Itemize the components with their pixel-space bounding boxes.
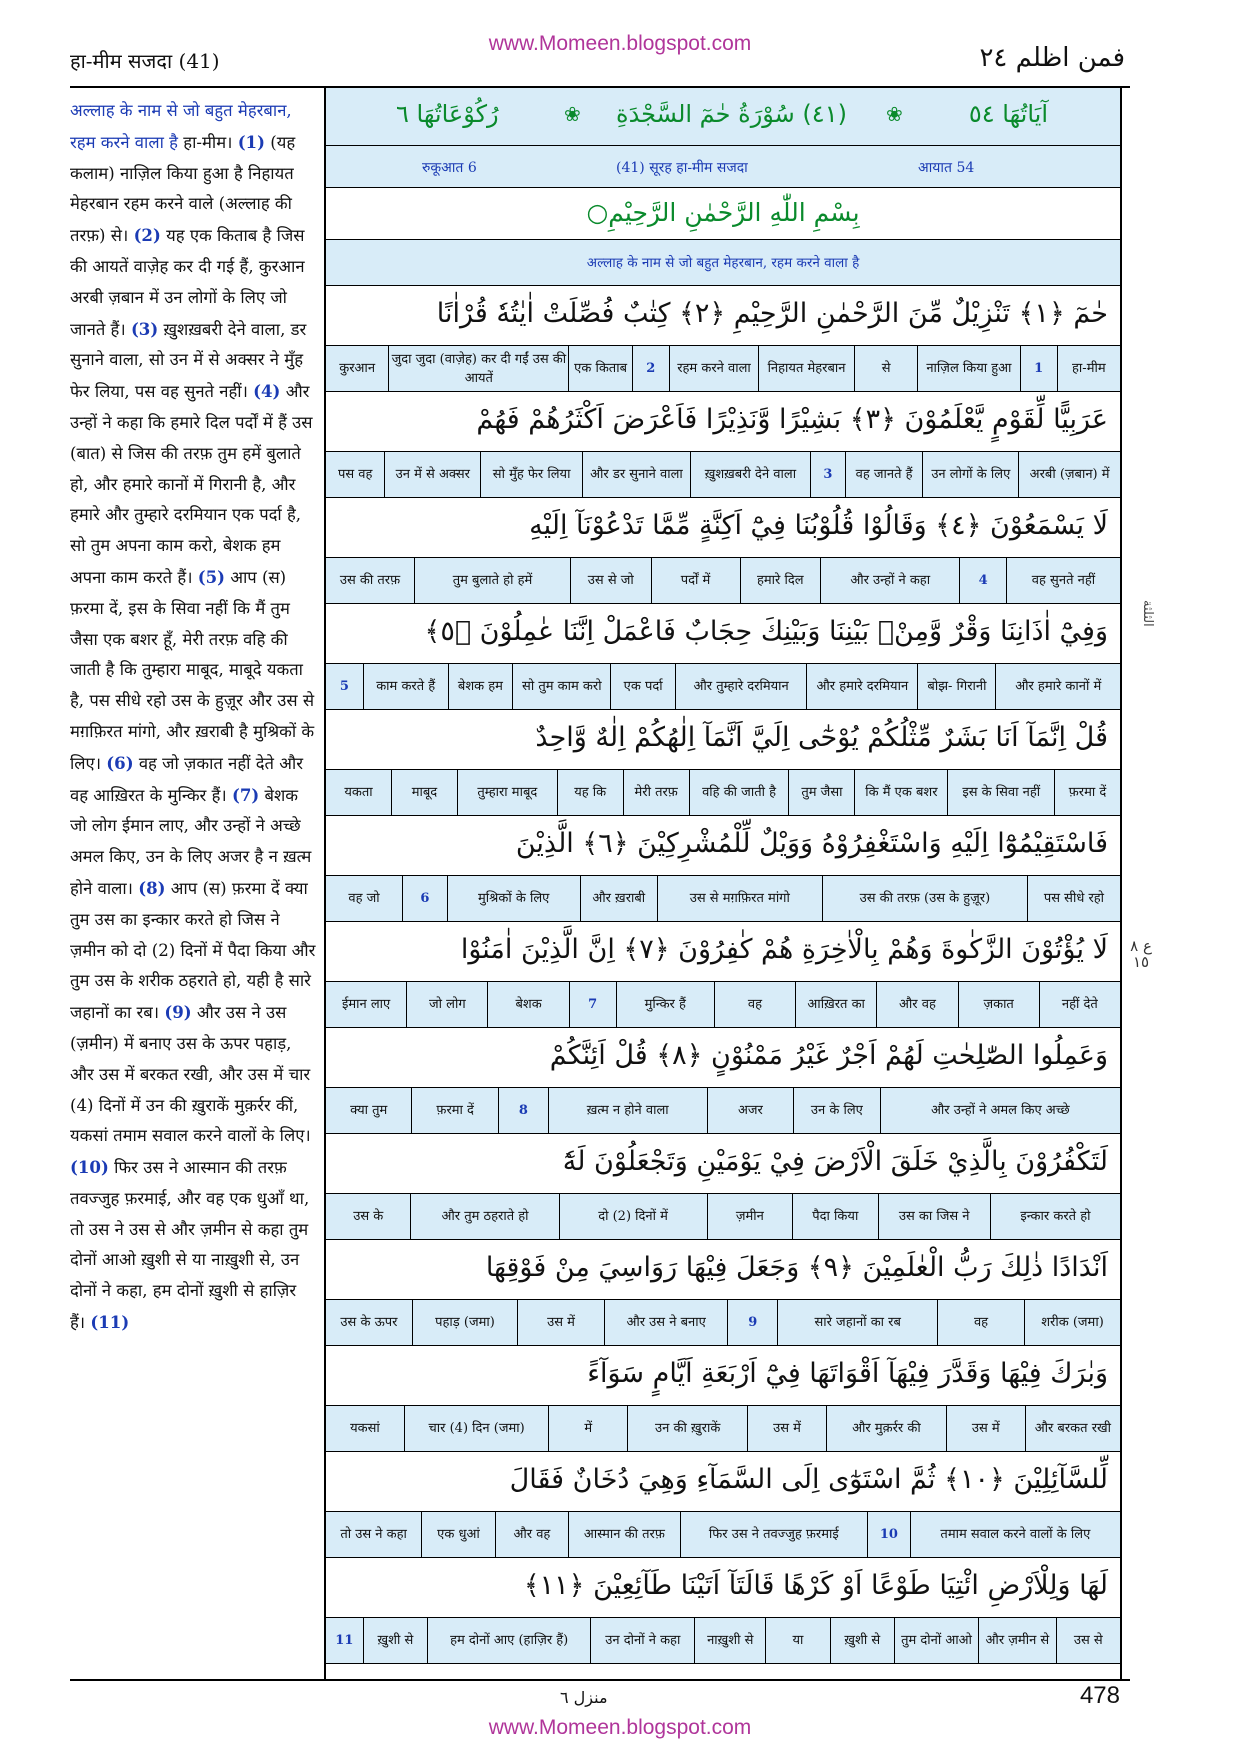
word-meaning-cell: और वह — [495, 1512, 568, 1557]
arabic-line: لَهَا وَلِلْاَرْضِ ائْتِيَا طَوْعًا اَوْ كَرْهًا قَالَتَآ اَتَيْنَا طَآئِعِيْنَ ﴿١١﴾ — [326, 1558, 1120, 1618]
word-meaning-cell: और हमारे दरमियान — [806, 664, 917, 709]
word-meaning-cell: पहाड़ (जमा) — [412, 1300, 517, 1345]
verse-number: (2) — [133, 225, 161, 246]
word-meaning-row — [326, 982, 1120, 1028]
word-meaning-cell: जुदा जुदा (वाज़ेह) कर दी गईं उस की आयतें — [388, 346, 568, 391]
translation-segment: वह जो ज़कात नहीं देते और वह आख़िरत के मुन्किर हैं। — [70, 753, 304, 805]
verse-number: (8) — [138, 877, 166, 898]
word-meaning-cell: बोझ- गिरानी — [917, 664, 995, 709]
verse-number: (7) — [232, 784, 260, 805]
translation-segment: और उन्हों ने कहा कि हमारे दिल पर्दों में हैं उस (बात) से जिस की तरफ़ तुम हमें बुलाते हो, और हमारे कानों में गिरानी है, और हमारे और तुम्हारे दरमियान एक पर्दा है, सो तुम अपना काम करो, बेशक हम अपना काम करते हैं। — [70, 382, 313, 587]
word-meaning-row — [326, 1300, 1120, 1346]
word-meaning-row — [326, 558, 1120, 604]
word-meaning-cell: हा-मीम — [1057, 346, 1120, 391]
word-meaning-cell: शरीक (जमा) — [1024, 1300, 1120, 1345]
footer-rule — [70, 1679, 1130, 1681]
word-meaning-cell: नहीं देते — [1039, 982, 1120, 1027]
page-number: 478 — [1079, 1682, 1120, 1709]
arabic-line: اَنْدَادًا ذٰلِكَ رَبُّ الْعٰلَمِيْنَ ﴿٩﴾ وَجَعَلَ فِيْهَا رَوَاسِيَ مِنْ فَوْقِهَا — [326, 1240, 1120, 1300]
word-meaning-cell: और वह — [876, 982, 957, 1027]
word-meaning-row — [326, 346, 1120, 392]
word-meaning-cell: और मुक़र्रर की — [826, 1406, 946, 1451]
word-meaning-cell: उन के लिए — [793, 1088, 879, 1133]
word-meaning-cell: 11 — [335, 1633, 354, 1648]
word-meaning-cell: ज़मीन — [707, 1194, 792, 1239]
word-meaning-cell: पैदा किया — [792, 1194, 877, 1239]
word-meaning-cell: में — [548, 1406, 627, 1451]
word-meaning-cell: 4 — [959, 558, 1006, 603]
word-meaning-cell: उस के — [353, 1209, 384, 1224]
translation-segment: फिर उस ने आस्मान की तरफ़ तवज्जुह फ़रमाई, और वह एक धुआँ था, तो उस ने उस से और ज़मीन से कहा तुम दोनों आओ ख़ुशी से या नाख़ुशी से, उन दोनों ने कहा, हम दोनों ख़ुशी से हाज़िर हैं। — [70, 1158, 310, 1333]
word-meaning-cell: से — [854, 346, 917, 391]
verse-number: (1) — [237, 131, 265, 152]
verse-number: (5) — [197, 566, 226, 587]
word-meaning-cell: उस से जो — [570, 558, 651, 603]
word-meaning-cell: दो (2) दिनों में — [559, 1194, 707, 1239]
translation-segment: आप (स) फ़रमा दें क्या तुम उस का इन्कार करते हो जिस ने ज़मीन को दो (2) दिनों में पैदा किया और तुम उस के शरीक ठहराते हो, यही है सारे जहानों का रब। — [70, 878, 316, 1023]
info-surah: (41) सूरह हा-मीम सजदा — [616, 160, 748, 176]
ayat-count: آيَاتُهَا ٥٤ — [968, 100, 1048, 128]
word-meaning-cell: कि मैं एक बशर — [854, 770, 947, 815]
word-meaning-cell: या — [765, 1618, 829, 1663]
word-meaning-cell: ख़ुशी से — [363, 1618, 427, 1663]
word-meaning-cell: उस से — [1056, 1618, 1120, 1663]
surah-title: (٤١) سُوْرَةُ حٰمٓ السَّجْدَةِ — [616, 100, 847, 128]
word-meaning-cell: तुम दोनों आओ — [894, 1618, 978, 1663]
header-para-name: فمن اظلم ٢٤ — [979, 43, 1125, 73]
word-meaning-cell: और डर सुनाने वाला — [582, 452, 690, 497]
arabic-line: وَعَمِلُوا الصّٰلِحٰتِ لَهُمْ اَجْرٌ غَيْرُ مَمْنُوْنٍ ﴿٨﴾ قُلْ اَئِنَّكُمْ — [326, 1028, 1120, 1088]
word-meaning-cell: उस की तरफ़ (उस के हुज़ूर) — [822, 876, 1027, 921]
verse-number: (11) — [90, 1312, 130, 1333]
translation-column — [70, 96, 316, 1676]
word-meaning-cell: उस में — [517, 1300, 604, 1345]
word-meaning-cell: ख़ुशी से — [830, 1618, 894, 1663]
word-meaning-cell: माबूद — [391, 770, 457, 815]
word-meaning-cell: तो उस ने कहा — [340, 1527, 407, 1542]
word-meaning-cell: उस की तरफ़ — [339, 573, 401, 588]
bismillah-translation: अल्लाह के नाम से जो बहुत मेहरबान, रहम करने वाला है — [326, 240, 1120, 286]
word-meaning-cell: अरबी (ज़बान) में — [1018, 452, 1120, 497]
word-meaning-cell: मुन्किर हैं — [616, 982, 714, 1027]
manzil-label: منزل ٦ — [560, 1688, 608, 1707]
word-meaning-cell: पस वह — [338, 467, 373, 482]
word-meaning-cell: मुश्रिकों के लिए — [447, 876, 580, 921]
word-meaning-cell: ख़त्म न होने वाला — [548, 1088, 707, 1133]
word-meaning-cell: फ़रमा दें — [411, 1088, 497, 1133]
word-meaning-row — [326, 1618, 1120, 1664]
word-meaning-cell: यकता — [344, 785, 373, 800]
word-meaning-cell: वह — [937, 1300, 1024, 1345]
word-meaning-cell: और ख़राबी — [580, 876, 657, 921]
word-meaning-cell: और ज़मीन से — [978, 1618, 1056, 1663]
translation-segment: हा-मीम। — [183, 132, 233, 152]
word-meaning-cell: उस से मग़फ़िरत मांगो — [657, 876, 822, 921]
word-meaning-cell: क्या तुम — [350, 1103, 388, 1118]
word-meaning-cell: उस के ऊपर — [340, 1315, 398, 1330]
info-ruku: रुकूआत 6 — [422, 160, 477, 176]
word-meaning-cell: 7 — [569, 982, 616, 1027]
word-meaning-cell: बेशक हम — [448, 664, 513, 709]
translation-segment: बेशक जो लोग ईमान लाए, और उन्हों ने अच्छे अमल किए, उन के लिए अजर है न ख़त्म होने वाला। — [70, 785, 312, 898]
word-meaning-cell: उस में — [747, 1406, 826, 1451]
word-meaning-cell: ज़कात — [958, 982, 1039, 1027]
arabic-line: لَتَكْفُرُوْنَ بِالَّذِيْ خَلَقَ الْاَرْضَ فِيْ يَوْمَيْنِ وَتَجْعَلُوْنَ لَهٗٓ — [326, 1134, 1120, 1194]
word-meaning-cell: यकसां — [350, 1421, 380, 1436]
verse-number: (9) — [164, 1002, 192, 1023]
word-meaning-cell: तमाम सवाल करने वालों के लिए — [910, 1512, 1120, 1557]
word-meaning-cell: उन की ख़ुराकें — [627, 1406, 747, 1451]
word-meaning-cell: 3 — [810, 452, 845, 497]
translation-segment: और उस ने उस (ज़मीन) में बनाए उस के ऊपर पहाड़, और उस में बरकत रखी, और उस में चार (4) दिनों में उन की ख़ुराकें मुक़र्रर कीं, यकसां तमाम सवाल करने वालों के लिए। — [70, 1003, 311, 1146]
word-meaning-cell: उन लोगों के लिए — [922, 452, 1018, 497]
header-surah-name: हा-मीम सजदा (41) — [70, 49, 220, 73]
word-meaning-cell: रहम करने वाला — [669, 346, 758, 391]
arabic-line: لَا يَسْمَعُوْنَ ﴿٤﴾ وَقَالُوْا قُلُوْبُنَا فِيْٓ اَكِنَّةٍ مِّمَّا تَدْعُوْنَآ اِلَيْهِ — [326, 498, 1120, 558]
word-meaning-cell: निहायत मेहरबान — [758, 346, 854, 391]
word-meaning-row — [326, 770, 1120, 816]
word-meaning-cell: अजर — [707, 1088, 793, 1133]
word-meaning-row — [326, 876, 1120, 922]
word-meaning-cell: इन्कार करते हो — [990, 1194, 1120, 1239]
verse-number: (10) — [70, 1157, 109, 1178]
word-meaning-row — [326, 1406, 1120, 1452]
bismillah: بِسْمِ اللّٰهِ الرَّحْمٰنِ الرَّحِيْمِ○ — [326, 188, 1120, 240]
word-meaning-cell: ख़ुशख़बरी देने वाला — [690, 452, 810, 497]
ruku-marker: ع ٨ ١٥ — [1130, 937, 1152, 971]
word-meaning-cell: उन दोनों ने कहा — [590, 1618, 694, 1663]
word-meaning-cell: एक पर्दा — [610, 664, 675, 709]
word-meaning-cell: चार (4) दिन (जमा) — [404, 1406, 549, 1451]
arabic-line: حٰمٓ ﴿١﴾ تَنْزِيْلٌ مِّنَ الرَّحْمٰنِ الرَّحِيْمِ ﴿٢﴾ كِتٰبٌ فُصِّلَتْ اٰيٰتُهٗ قُرْاٰنًا — [326, 286, 1120, 346]
verse-number: (4) — [253, 381, 281, 402]
site-url-bottom[interactable]: www.Momeen.blogspot.com — [488, 1716, 752, 1739]
side-marker: الثلثة — [1140, 600, 1155, 627]
word-meaning-cell: तुम जैसा — [788, 770, 854, 815]
arabic-line: لَا يُؤْتُوْنَ الزَّكٰوةَ وَهُمْ بِالْاٰخِرَةِ هُمْ كٰفِرُوْنَ ﴿٧﴾ اِنَّ الَّذِيْنَ اٰمَنُوْا — [326, 922, 1120, 982]
surah-title-banner — [326, 88, 1120, 146]
arabic-line: وَفِيْٓ اٰذَانِنَا وَقْرٌ وَّمِنْۢ بَيْنِنَا وَبَيْنِكَ حِجَابٌ فَاعْمَلْ اِنَّنَا عٰمِلُوْنَ ﴿٥﴾ — [326, 604, 1120, 664]
word-meaning-cell: पर्दों में — [651, 558, 740, 603]
word-meaning-cell: काम करते हैं — [363, 664, 448, 709]
word-meaning-cell: और उस ने बनाए — [604, 1300, 727, 1345]
word-meaning-cell: सो मुँह फेर लिया — [480, 452, 582, 497]
word-meaning-cell: और तुम्हारे दरमियान — [675, 664, 806, 709]
word-meaning-cell: 5 — [339, 679, 349, 694]
word-meaning-cell: पस सीधे रहो — [1027, 876, 1120, 921]
word-meaning-cell: वह जो — [348, 891, 380, 906]
word-meaning-row — [326, 452, 1120, 498]
site-url-top[interactable]: www.Momeen.blogspot.com — [488, 32, 752, 55]
word-meaning-cell: फिर उस ने तवज्जुह फ़रमाई — [680, 1512, 867, 1557]
word-meaning-cell: 2 — [632, 346, 669, 391]
word-meaning-cell: 9 — [727, 1300, 777, 1345]
word-meaning-cell: हम दोनों आए (हाज़िर हैं) — [427, 1618, 590, 1663]
arabic-line: وَبٰرَكَ فِيْهَا وَقَدَّرَ فِيْهَآ اَقْوَاتَهَا فِيْٓ اَرْبَعَةِ اَيَّامٍ سَوَآءً — [326, 1346, 1120, 1406]
translation-segment: ख़ुशख़बरी देने वाला, डर सुनाने वाला, सो उन में से अक्सर ने मुँह फेर लिया, पस वह सुनते नहीं। — [70, 319, 307, 402]
quran-panel — [324, 88, 1122, 1679]
word-meaning-cell: इस के सिवा नहीं — [947, 770, 1054, 815]
word-meaning-cell: उस का जिस ने — [878, 1194, 990, 1239]
word-meaning-cell: एक धुआं — [421, 1512, 494, 1557]
word-meaning-cell: सारे जहानों का रब — [777, 1300, 937, 1345]
word-meaning-cell: मेरी तरफ़ — [623, 770, 689, 815]
word-meaning-row — [326, 1088, 1120, 1134]
word-meaning-cell: नाख़ुशी से — [694, 1618, 765, 1663]
info-ayat: आयात 54 — [918, 160, 975, 176]
word-meaning-cell: और बरकत रखी — [1025, 1406, 1120, 1451]
word-meaning-cell: बेशक — [487, 982, 568, 1027]
word-meaning-row — [326, 1512, 1120, 1558]
verse-number: (3) — [130, 318, 159, 339]
word-meaning-cell: ईमान लाए — [342, 997, 391, 1012]
translation-segment: आप (स) फ़रमा दें, इस के सिवा नहीं कि मैं तुम जैसा एक बशर हूँ, मेरी तरफ़ वहि की जाती है कि तुम्हारा माबूद, माबूदे यकता है, पस सीधे रहो उस के हुज़ूर और उस से मग़फ़िरत मांगो, और ख़राबी है मुश्रिकों के लिए। — [70, 567, 315, 773]
word-meaning-cell: और हमारे कानों में — [995, 664, 1120, 709]
word-meaning-cell: 1 — [1020, 346, 1057, 391]
arabic-line: لِّلسَّآئِلِيْنَ ﴿١٠﴾ ثُمَّ اسْتَوٰٓى اِلَى السَّمَآءِ وَهِيَ دُخَانٌ فَقَالَ — [326, 1452, 1120, 1512]
arabic-line: عَرَبِيًّا لِّقَوْمٍ يَّعْلَمُوْنَ ﴿٣﴾ بَشِيْرًا وَّنَذِيْرًا فَاَعْرَضَ اَكْثَرُهُمْ فَهُمْ — [326, 392, 1120, 452]
word-meaning-cell: वह — [714, 982, 795, 1027]
flower-icon: ❀ — [564, 102, 581, 126]
word-meaning-cell: वहि की जाती है — [689, 770, 789, 815]
word-meaning-row — [326, 1194, 1120, 1240]
word-meaning-cell: और उन्हों ने कहा — [820, 558, 959, 603]
word-meaning-cell: वह सुनते नहीं — [1006, 558, 1120, 603]
word-meaning-cell: कुरआन — [339, 361, 376, 376]
word-meaning-cell: हमारे दिल — [740, 558, 821, 603]
translation-segment: यह एक किताब है जिस की आयतें वाज़ेह कर दी गई हैं, कुरआन अरबी ज़बान में उन लोगों के लिए जो जानते हैं। — [70, 226, 305, 339]
word-meaning-cell: यह कि — [557, 770, 623, 815]
word-meaning-cell: उन में से अक्सर — [384, 452, 480, 497]
word-meaning-cell: एक किताब — [568, 346, 631, 391]
word-meaning-cell: वह जानते हैं — [845, 452, 923, 497]
word-meaning-row — [326, 664, 1120, 710]
word-meaning-cell: उस में — [946, 1406, 1025, 1451]
word-meaning-cell: 6 — [402, 876, 447, 921]
word-meaning-cell: आख़िरत का — [795, 982, 876, 1027]
word-meaning-cell: नाज़िल किया हुआ — [917, 346, 1019, 391]
word-meaning-cell: 8 — [498, 1088, 548, 1133]
arabic-line: فَاسْتَقِيْمُوْٓا اِلَيْهِ وَاسْتَغْفِرُوْهُ وَوَيْلٌ لِّلْمُشْرِكِيْنَ ﴿٦﴾ الَّذِيْنَ — [326, 816, 1120, 876]
ruku-count: رُكُوْعَاتُهَا ٦ — [396, 100, 499, 128]
word-meaning-cell: तुम्हारा माबूद — [457, 770, 557, 815]
translation-segment: (यह कलाम) नाज़िल किया हुआ है निहायत मेहरबान रहम करने वाले (अल्लाह की तरफ़) से। — [70, 132, 296, 246]
translation-segment: अल्लाह के नाम से जो बहुत मेहरबान, रहम करने वाला है — [70, 101, 292, 152]
verse-number: (6) — [106, 752, 134, 773]
word-meaning-cell: तुम बुलाते हो हमें — [414, 558, 570, 603]
surah-info-banner — [326, 146, 1120, 188]
word-meaning-cell: फ़रमा दें — [1054, 770, 1120, 815]
arabic-line: قُلْ اِنَّمَآ اَنَا بَشَرٌ مِّثْلُكُمْ يُوْحٰٓى اِلَيَّ اَنَّمَآ اِلٰهُكُمْ اِلٰهٌ وَّاحِدٌ — [326, 710, 1120, 770]
word-meaning-cell: आस्मान की तरफ़ — [568, 1512, 679, 1557]
flower-icon: ❀ — [886, 102, 903, 126]
word-meaning-cell: 10 — [867, 1512, 910, 1557]
word-meaning-cell: जो लोग — [406, 982, 487, 1027]
word-meaning-cell: सो तुम काम करो — [512, 664, 610, 709]
word-meaning-cell: और तुम ठहराते हो — [410, 1194, 558, 1239]
word-meaning-cell: और उन्हों ने अमल किए अच्छे — [880, 1088, 1120, 1133]
